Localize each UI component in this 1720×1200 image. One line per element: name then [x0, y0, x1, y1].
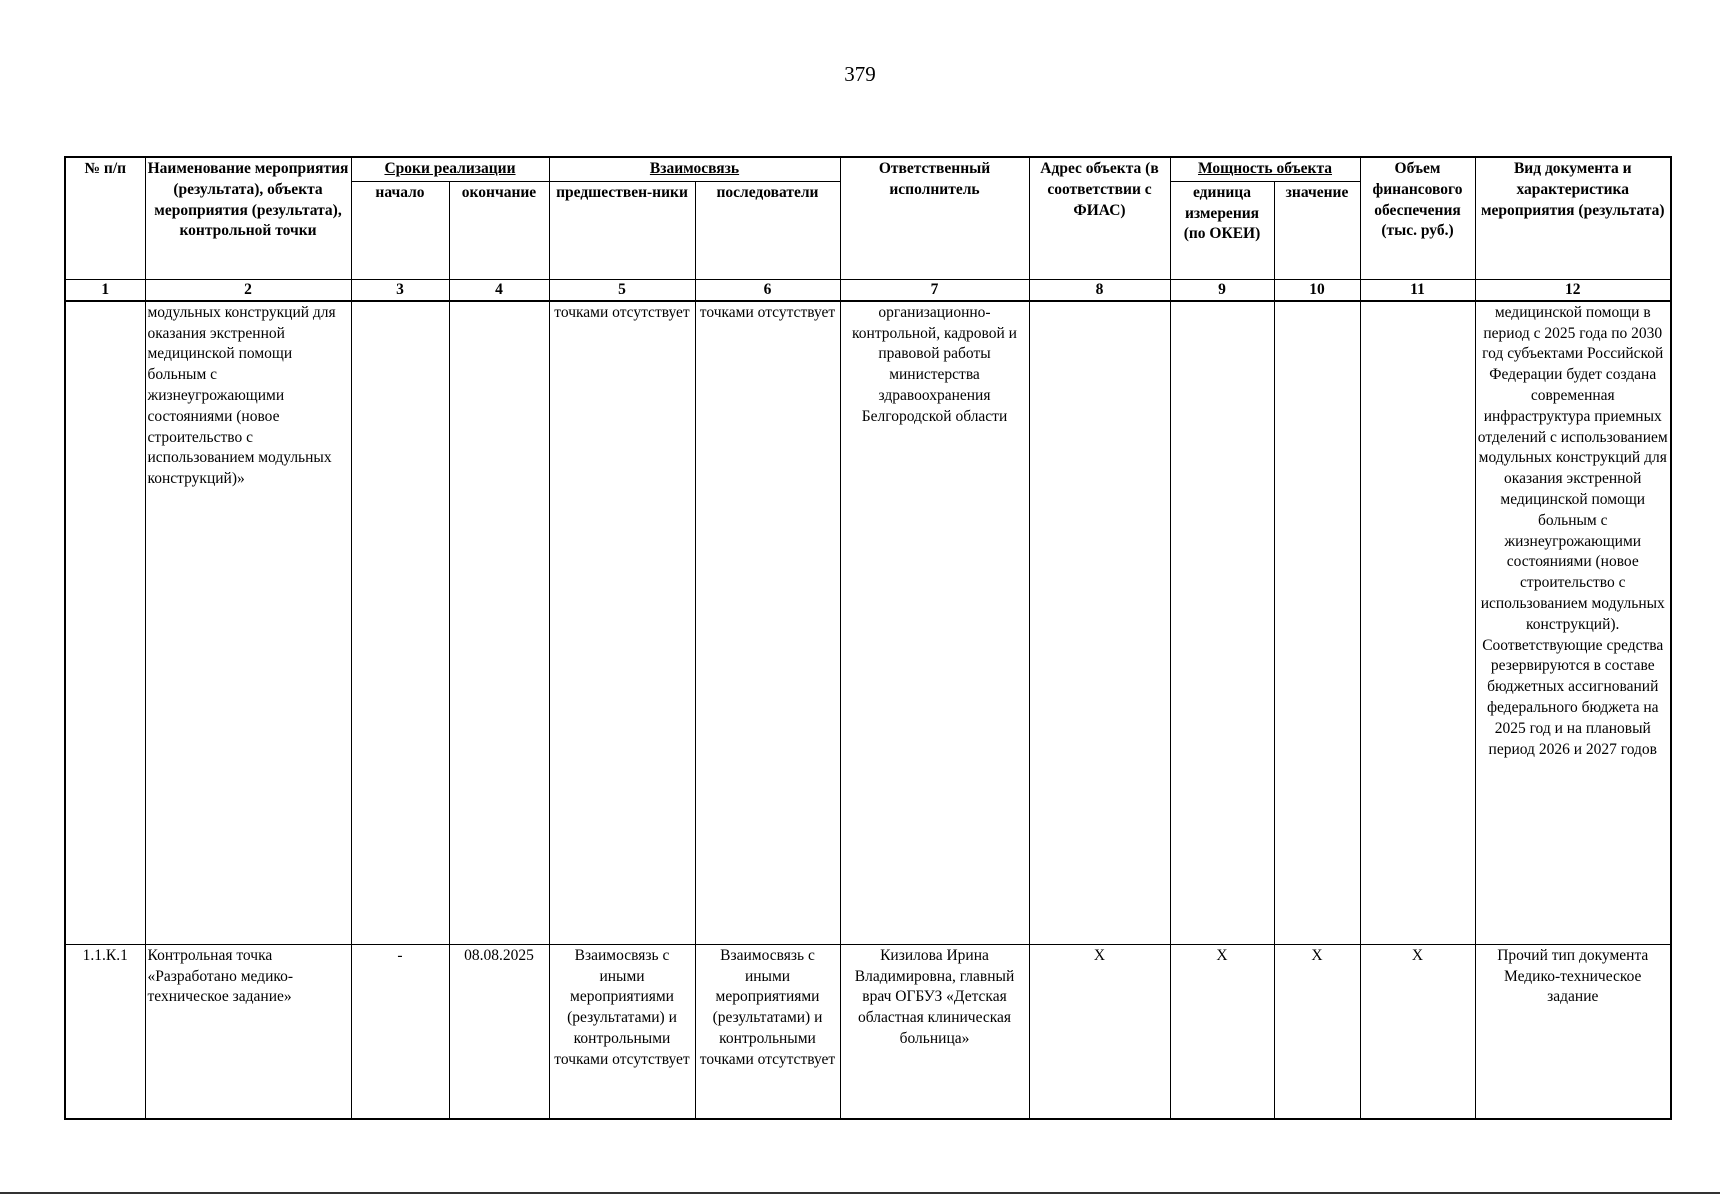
cell-name: Контрольная точка «Разработано медико-техническое задание» — [145, 944, 351, 1119]
column-number: 12 — [1475, 279, 1671, 301]
cell-end: 08.08.2025 — [449, 944, 549, 1119]
cell-address: X — [1029, 944, 1170, 1119]
cell-no: 1.1.К.1 — [65, 944, 145, 1119]
cell-unit — [1170, 301, 1274, 945]
cell-successors: точками отсутствует — [695, 301, 840, 945]
column-number: 6 — [695, 279, 840, 301]
column-number: 11 — [1360, 279, 1475, 301]
column-number: 10 — [1274, 279, 1360, 301]
events-table — [64, 156, 1672, 1120]
cell-finance: X — [1360, 944, 1475, 1119]
table-row — [65, 301, 1671, 945]
column-numbers-row — [65, 279, 1671, 301]
header-start: начало — [351, 181, 449, 279]
header-end: окончание — [449, 181, 549, 279]
column-number: 9 — [1170, 279, 1274, 301]
page-bottom-edge — [0, 1192, 1720, 1194]
cell-address — [1029, 301, 1170, 945]
table-row — [65, 944, 1671, 1119]
header-responsible: Ответственный исполнитель — [840, 157, 1029, 279]
cell-successors: Взаимосвязь с иными мероприятиями (результатами) и контрольными точками отсутствует — [695, 944, 840, 1119]
column-number: 3 — [351, 279, 449, 301]
header-name: Наименование мероприятия (результата), объекта мероприятия (результата), контрольной точки — [145, 157, 351, 279]
cell-predecessors: Взаимосвязь с иными мероприятиями (результатами) и контрольными точками отсутствует — [549, 944, 695, 1119]
cell-value: X — [1274, 944, 1360, 1119]
cell-start: - — [351, 944, 449, 1119]
header-predecessors: предшествен-ники — [549, 181, 695, 279]
cell-name: модульных конструкций для оказания экстренной медицинской помощи больным с жизнеугрожающими состояниями (новое строительство с использованием модульных конструкций)» — [145, 301, 351, 945]
cell-responsible: Кизилова Ирина Владимировна, главный врач ОГБУЗ «Детская областная клиническая больница» — [840, 944, 1029, 1119]
header-col-no: № п/п — [65, 157, 145, 279]
cell-doc-type: Прочий тип документа Медико-техническое задание — [1475, 944, 1671, 1119]
header-doc-type: Вид документа и характеристика мероприятия (результата) — [1475, 157, 1671, 279]
column-number: 5 — [549, 279, 695, 301]
header-successors: последователи — [695, 181, 840, 279]
header-links-group: Взаимосвязь — [549, 157, 840, 181]
column-number: 7 — [840, 279, 1029, 301]
header-capacity-group: Мощность объекта — [1170, 157, 1360, 181]
column-number: 4 — [449, 279, 549, 301]
header-dates-group: Сроки реализации — [351, 157, 549, 181]
cell-finance — [1360, 301, 1475, 945]
cell-responsible: организационно-контрольной, кадровой и правовой работы министерства здравоохранения Белгородской области — [840, 301, 1029, 945]
cell-doc-type: медицинской помощи в период с 2025 года по 2030 год субъектами Российской Федерации будет создана современная инфраструктура приемных отделений с использованием модульных конструкций для оказания экстренной медицинской помощи больным с жизнеугрожающими состояниями (новое строительство с использованием модульных конструкций). Соответствующие средства резервируются в составе бюджетных ассигнований федерального бюджета на 2025 год и на плановый период 2026 и 2027 годов — [1475, 301, 1671, 945]
header-unit: единица измерения (по ОКЕИ) — [1170, 181, 1274, 279]
cell-predecessors: точками отсутствует — [549, 301, 695, 945]
page-number: 379 — [844, 62, 876, 86]
column-number: 8 — [1029, 279, 1170, 301]
header-value: значение — [1274, 181, 1360, 279]
header-finance: Объем финансового обеспечения (тыс. руб.) — [1360, 157, 1475, 279]
header-address: Адрес объекта (в соответствии с ФИАС) — [1029, 157, 1170, 279]
cell-unit: X — [1170, 944, 1274, 1119]
cell-start — [351, 301, 449, 945]
column-number: 2 — [145, 279, 351, 301]
cell-no — [65, 301, 145, 945]
cell-value — [1274, 301, 1360, 945]
column-number: 1 — [65, 279, 145, 301]
cell-end — [449, 301, 549, 945]
header-row-top — [65, 157, 1671, 181]
